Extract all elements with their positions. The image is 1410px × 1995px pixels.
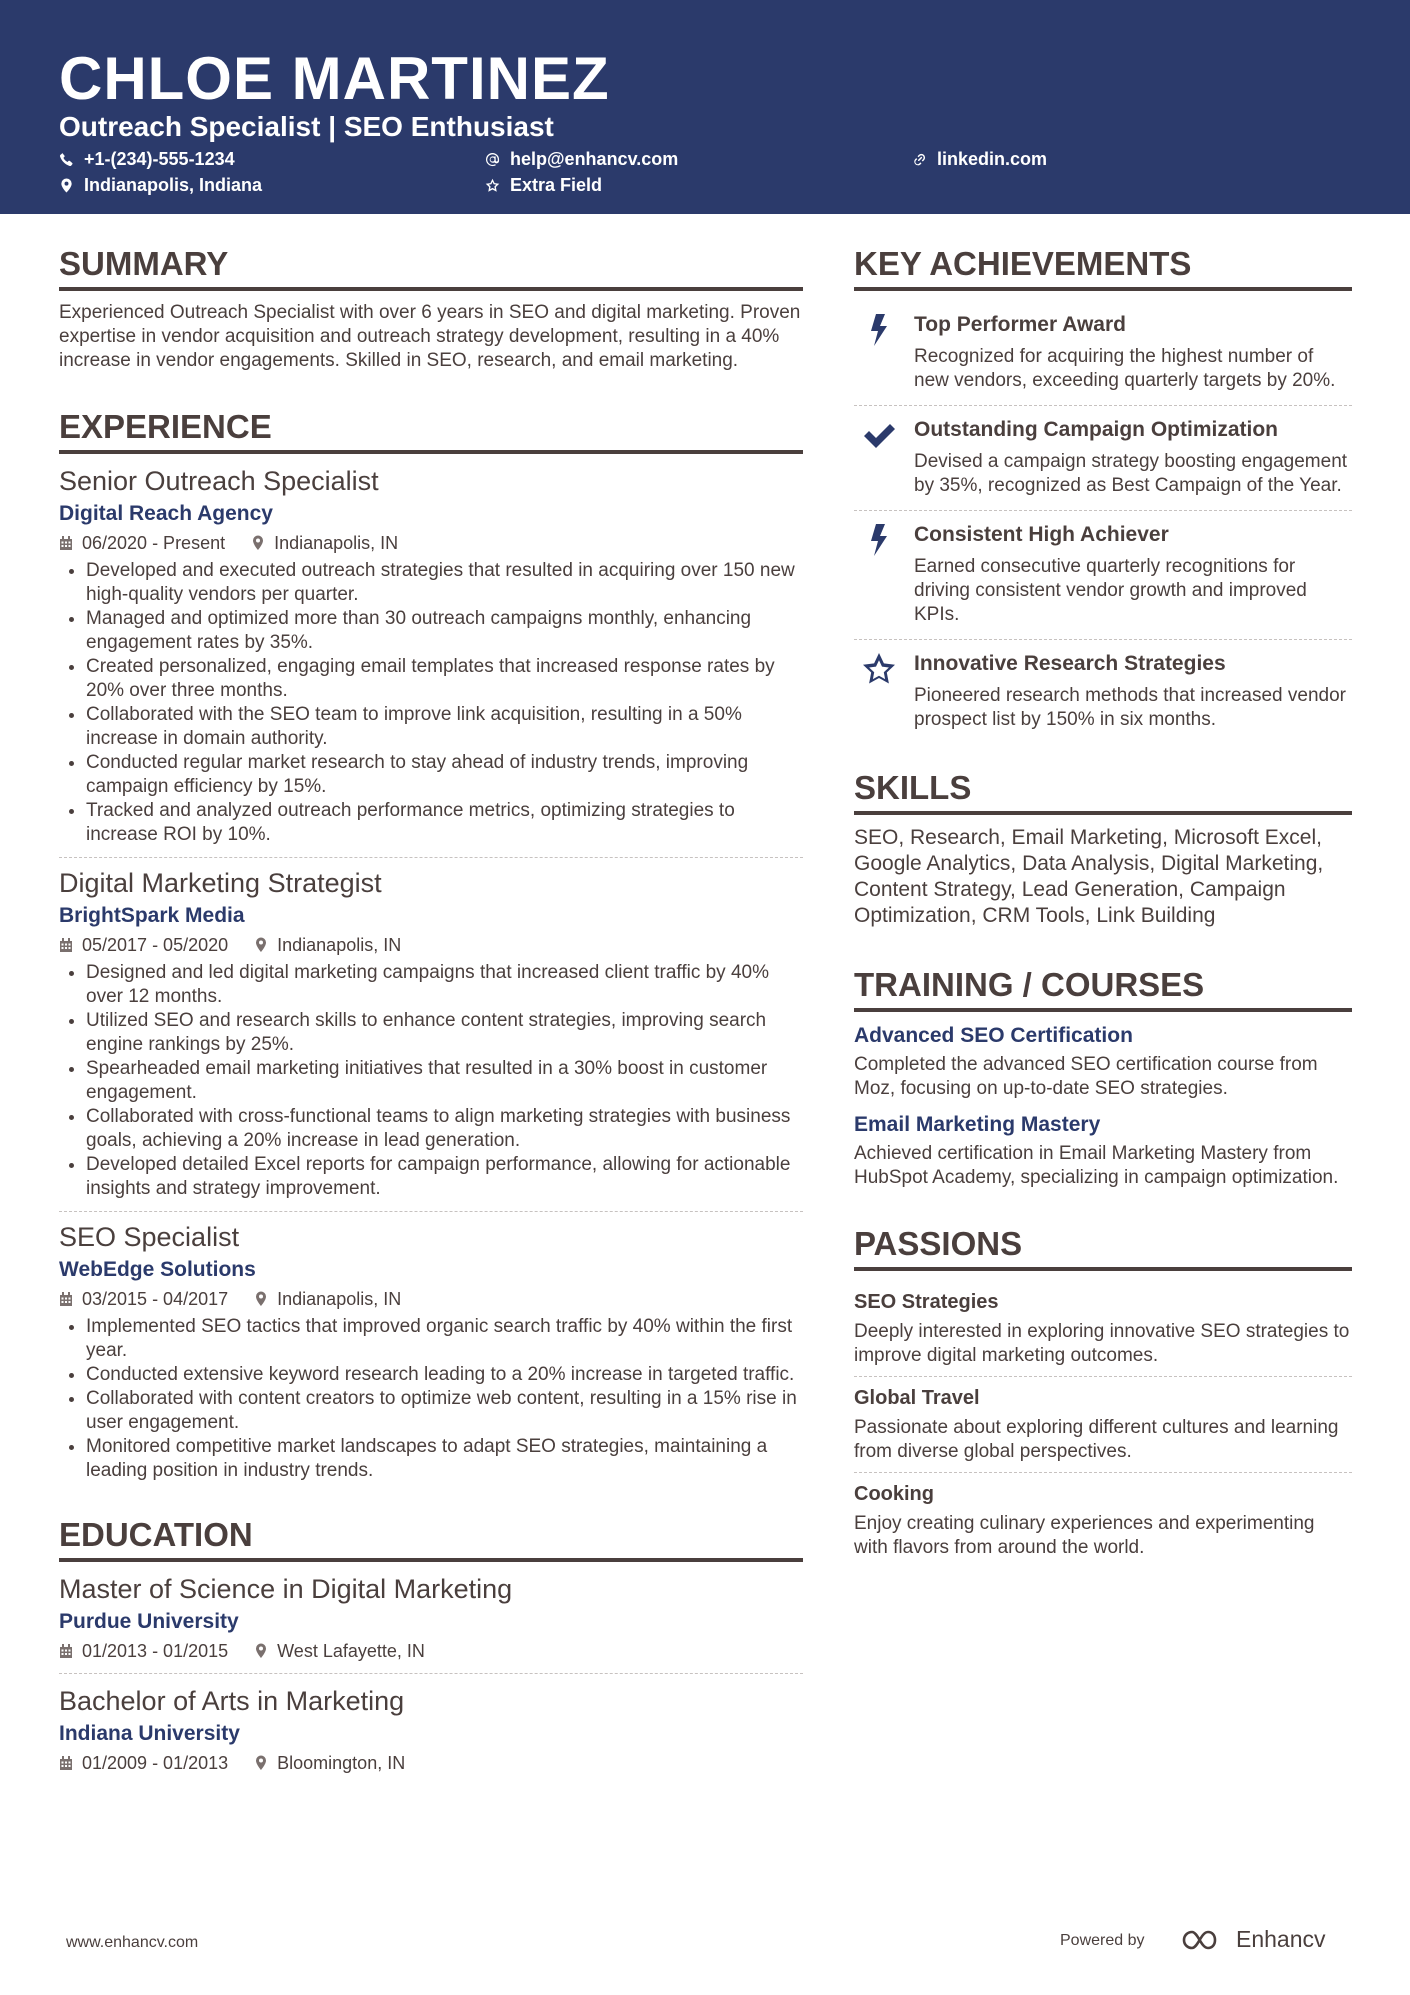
skills-text: SEO, Research, Email Marketing, Microsoft Excel, Google Analytics, Data Analysis, Digital Marketing, Content Strategy, Lead Generation, Campaign Optimization, CRM Tools, Link Building — [854, 826, 1324, 927]
candidate-name: CHLOE MARTINEZ — [59, 45, 610, 112]
section-title: EDUCATION — [59, 1515, 803, 1562]
job-dates: 05/2017 - 05/2020 — [82, 935, 229, 955]
phone-text: +1-(234)-555-1234 — [84, 149, 235, 169]
contact-phone — [59, 148, 235, 170]
section-title: SUMMARY — [59, 244, 803, 291]
section-title: TRAINING / COURSES — [854, 965, 1352, 1012]
achievement-item — [854, 510, 1352, 639]
course-title: Advanced SEO Certification — [854, 1024, 1133, 1047]
brand-name: Enhancv — [1236, 1926, 1326, 1952]
education-entry — [59, 1572, 803, 1673]
experience-entry — [59, 464, 803, 857]
bullet-item: Utilized SEO and research skills to enhance content strategies, improving search engine rankings by 25%. — [59, 1009, 803, 1057]
job-meta — [59, 531, 803, 555]
right-column — [854, 244, 1352, 1568]
job-title: SEO Specialist — [59, 1222, 240, 1252]
company-name: BrightSpark Media — [59, 904, 245, 927]
company-name: WebEdge Solutions — [59, 1258, 256, 1281]
education-location: West Lafayette, IN — [277, 1641, 425, 1661]
achievement-title: Innovative Research Strategies — [914, 652, 1226, 675]
course-desc: Completed the advanced SEO certification course from Moz, focusing on up-to-date SEO strategies. — [854, 1054, 1318, 1099]
location-pin-icon — [254, 1755, 268, 1771]
company-name: Digital Reach Agency — [59, 502, 273, 525]
achievement-title: Consistent High Achiever — [914, 523, 1169, 546]
achievement-desc: Devised a campaign strategy boosting engagement by 35%, recognized as Best Campaign of the Year. — [914, 451, 1348, 496]
location-text: Indianapolis, Indiana — [84, 175, 263, 195]
contact-extra — [485, 174, 602, 196]
achievements-section — [854, 244, 1352, 744]
job-bullets — [59, 1315, 803, 1483]
education-meta — [59, 1639, 803, 1663]
calendar-icon — [59, 1755, 73, 1771]
calendar-icon — [59, 1643, 73, 1659]
school-name: Purdue University — [59, 1610, 239, 1633]
passion-title: SEO Strategies — [854, 1291, 999, 1313]
job-dates: 06/2020 - Present — [82, 533, 226, 553]
phone-icon — [59, 152, 74, 167]
bullet-item: Monitored competitive market landscapes to adapt SEO strategies, maintaining a leading position in industry trends. — [59, 1435, 803, 1483]
bullet-item: Conducted regular market research to stay ahead of industry trends, improving campaign efficiency by 15%. — [59, 751, 803, 799]
bullet-item: Collaborated with the SEO team to improve link acquisition, resulting in a 50% increase in domain authority. — [59, 703, 803, 751]
email-text: help@enhancv.com — [510, 149, 679, 169]
calendar-icon — [59, 937, 73, 953]
location-pin-icon — [254, 1291, 268, 1307]
bullet-item: Collaborated with cross-functional teams to align marketing strategies with business goals, achieving a 20% increase in lead generation. — [59, 1105, 803, 1153]
course-desc: Achieved certification in Email Marketing Mastery from HubSpot Academy, specializing in campaign optimization. — [854, 1143, 1339, 1188]
summary-section — [59, 244, 803, 373]
passion-item — [854, 1472, 1352, 1568]
education-entry — [59, 1673, 803, 1785]
bullet-item: Implemented SEO tactics that improved organic search traffic by 40% within the first year. — [59, 1315, 803, 1363]
passion-desc: Passionate about exploring different cultures and learning from diverse global perspectives. — [854, 1417, 1339, 1462]
passion-item — [854, 1376, 1352, 1472]
left-column — [59, 244, 803, 1785]
passion-desc: Enjoy creating culinary experiences and experimenting with flavors from around the world. — [854, 1513, 1315, 1558]
contact-email[interactable] — [485, 148, 678, 170]
bullet-item: Designed and led digital marketing campaigns that increased client traffic by 40% over 12 months. — [59, 961, 803, 1009]
training-section — [854, 965, 1352, 1200]
section-title: SKILLS — [854, 768, 1352, 815]
course-item — [854, 1022, 1352, 1111]
course-item — [854, 1111, 1352, 1200]
experience-entry — [59, 857, 803, 1211]
link-text: linkedin.com — [937, 149, 1048, 169]
achievement-item — [854, 639, 1352, 744]
job-meta — [59, 1287, 803, 1311]
resume-header — [0, 0, 1410, 214]
course-title: Email Marketing Mastery — [854, 1113, 1101, 1136]
bullet-item: Conducted extensive keyword research leading to a 20% increase in targeted traffic. — [59, 1363, 803, 1387]
school-name: Indiana University — [59, 1722, 240, 1745]
education-dates: 01/2013 - 01/2015 — [82, 1641, 229, 1661]
calendar-icon — [59, 1291, 73, 1307]
achievement-desc: Earned consecutive quarterly recognitions for driving consistent vendor growth and improved KPIs. — [914, 556, 1307, 625]
job-title: Digital Marketing Strategist — [59, 868, 382, 898]
achievement-title: Outstanding Campaign Optimization — [914, 418, 1278, 441]
passion-desc: Deeply interested in exploring innovative SEO strategies to improve digital marketing outcomes. — [854, 1321, 1350, 1366]
experience-entry — [59, 1211, 803, 1493]
contact-location — [59, 174, 262, 196]
extra-text: Extra Field — [510, 175, 603, 195]
bullet-item: Managed and optimized more than 30 outreach campaigns monthly, enhancing engagement rates by 35%. — [59, 607, 803, 655]
lightning-icon — [862, 313, 896, 347]
education-dates: 01/2009 - 01/2013 — [82, 1753, 229, 1773]
link-icon — [912, 152, 927, 167]
enhancv-logo-icon — [1180, 1927, 1230, 1953]
location-pin-icon — [251, 535, 265, 551]
achievement-item — [854, 405, 1352, 510]
passions-section — [854, 1224, 1352, 1568]
calendar-icon — [59, 535, 73, 551]
job-title: Senior Outreach Specialist — [59, 466, 379, 496]
bullet-item: Collaborated with content creators to optimize web content, resulting in a 15% rise in user engagement. — [59, 1387, 803, 1435]
job-bullets — [59, 559, 803, 847]
degree-title: Bachelor of Arts in Marketing — [59, 1686, 405, 1716]
lightning-icon — [862, 523, 896, 557]
education-section — [59, 1515, 803, 1785]
footer-powered-by: Powered by — [1060, 1932, 1145, 1949]
bullet-item: Created personalized, engaging email templates that increased response rates by 20% over three months. — [59, 655, 803, 703]
passion-title: Cooking — [854, 1483, 934, 1505]
education-location: Bloomington, IN — [277, 1753, 406, 1773]
bullet-item: Developed detailed Excel reports for campaign performance, allowing for actionable insights and strategy improvement. — [59, 1153, 803, 1201]
job-bullets — [59, 961, 803, 1201]
section-title: PASSIONS — [854, 1224, 1352, 1271]
education-meta — [59, 1751, 803, 1775]
candidate-headline: Outreach Specialist | SEO Enthusiast — [59, 111, 554, 142]
job-dates: 03/2015 - 04/2017 — [82, 1289, 229, 1309]
location-pin-icon — [254, 937, 268, 953]
location-pin-icon — [254, 1643, 268, 1659]
job-location: Indianapolis, IN — [277, 935, 402, 955]
bullet-item: Developed and executed outreach strategies that resulted in acquiring over 150 new high-quality vendors per quarter. — [59, 559, 803, 607]
star-icon — [862, 652, 896, 686]
passion-item — [854, 1281, 1352, 1376]
bullet-item: Spearheaded email marketing initiatives that resulted in a 30% boost in customer engagement. — [59, 1057, 803, 1105]
achievement-item — [854, 301, 1352, 405]
job-meta — [59, 933, 803, 957]
job-location: Indianapolis, IN — [277, 1289, 402, 1309]
degree-title: Master of Science in Digital Marketing — [59, 1574, 513, 1604]
experience-section — [59, 407, 803, 1493]
at-icon — [485, 152, 500, 167]
star-outline-icon — [485, 178, 500, 193]
summary-text: Experienced Outreach Specialist with over 6 years in SEO and digital marketing. Proven expertise in vendor acquisition and outreach strategy development, resulting in a 40% increase in vendor engagements. Skilled in SEO, research, and email marketing. — [59, 302, 801, 371]
achievement-title: Top Performer Award — [914, 313, 1126, 336]
section-title: KEY ACHIEVEMENTS — [854, 244, 1352, 291]
contact-link[interactable] — [912, 148, 1047, 170]
bullet-item: Tracked and analyzed outreach performance metrics, optimizing strategies to increase ROI by 10%. — [59, 799, 803, 847]
location-pin-icon — [59, 178, 74, 193]
achievement-desc: Pioneered research methods that increased vendor prospect list by 150% in six months. — [914, 685, 1346, 730]
footer-url[interactable]: www.enhancv.com — [66, 1934, 199, 1951]
achievement-desc: Recognized for acquiring the highest number of new vendors, exceeding quarterly targets by 20%. — [914, 346, 1336, 391]
checkmark-icon — [862, 418, 896, 452]
skills-section — [854, 768, 1352, 929]
passion-title: Global Travel — [854, 1387, 980, 1409]
footer-brand[interactable] — [1180, 1926, 1326, 1953]
section-title: EXPERIENCE — [59, 407, 803, 454]
job-location: Indianapolis, IN — [274, 533, 399, 553]
